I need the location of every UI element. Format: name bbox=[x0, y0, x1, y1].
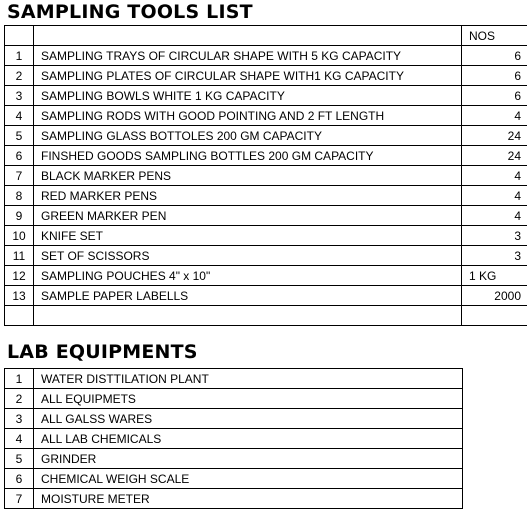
item-name: FINSHED GOODS SAMPLING BOTTLES 200 GM CAPACITY bbox=[34, 146, 462, 166]
table-row bbox=[5, 469, 463, 489]
item-quantity: 4 bbox=[462, 166, 527, 186]
item-name: SAMPLING POUCHES 4" x 10" bbox=[34, 266, 462, 286]
item-name: SAMPLING PLATES OF CIRCULAR SHAPE WITH1 KG CAPACITY bbox=[34, 66, 462, 86]
lab-equipments-table bbox=[4, 368, 463, 509]
row-number: 3 bbox=[5, 86, 34, 106]
table-header-row bbox=[5, 26, 527, 46]
item-quantity: 6 bbox=[462, 66, 527, 86]
row-number: 4 bbox=[5, 106, 34, 126]
empty-cell bbox=[462, 306, 527, 326]
table-row bbox=[5, 226, 527, 246]
table-row bbox=[5, 266, 527, 286]
table-row bbox=[5, 186, 527, 206]
row-number: 5 bbox=[5, 126, 34, 146]
empty-cell bbox=[34, 306, 462, 326]
table-row bbox=[5, 46, 527, 66]
table-row bbox=[5, 489, 463, 509]
item-quantity: 24 bbox=[462, 146, 527, 166]
item-name: SET OF SCISSORS bbox=[34, 246, 462, 266]
row-number: 1 bbox=[5, 369, 34, 389]
row-number: 2 bbox=[5, 66, 34, 86]
table-row bbox=[5, 429, 463, 449]
item-name: ALL LAB CHEMICALS bbox=[34, 429, 463, 449]
item-quantity: 24 bbox=[462, 126, 527, 146]
item-name: CHEMICAL WEIGH SCALE bbox=[34, 469, 463, 489]
row-number: 9 bbox=[5, 206, 34, 226]
empty-row bbox=[5, 306, 527, 326]
table-row bbox=[5, 166, 527, 186]
table-row bbox=[5, 246, 527, 266]
item-quantity: 1 KG bbox=[462, 266, 527, 286]
item-name: SAMPLING BOWLS WHITE 1 KG CAPACITY bbox=[34, 86, 462, 106]
header-cell-empty bbox=[34, 26, 462, 46]
item-name: SAMPLING GLASS BOTTOLES 200 GM CAPACITY bbox=[34, 126, 462, 146]
table-row bbox=[5, 206, 527, 226]
item-name: KNIFE SET bbox=[34, 226, 462, 246]
row-number: 6 bbox=[5, 146, 34, 166]
table-row bbox=[5, 389, 463, 409]
row-number: 6 bbox=[5, 469, 34, 489]
item-name: MOISTURE METER bbox=[34, 489, 463, 509]
row-number: 7 bbox=[5, 489, 34, 509]
item-quantity: 2000 bbox=[462, 286, 527, 306]
row-number: 3 bbox=[5, 409, 34, 429]
item-name: BLACK MARKER PENS bbox=[34, 166, 462, 186]
sampling-tools-title: SAMPLING TOOLS LIST bbox=[7, 1, 253, 23]
item-quantity: 6 bbox=[462, 86, 527, 106]
table-row bbox=[5, 146, 527, 166]
item-quantity: 3 bbox=[462, 226, 527, 246]
row-number: 8 bbox=[5, 186, 34, 206]
row-number: 2 bbox=[5, 389, 34, 409]
row-number: 12 bbox=[5, 266, 34, 286]
item-name: SAMPLING RODS WITH GOOD POINTING AND 2 FT LENGTH bbox=[34, 106, 462, 126]
item-quantity: 4 bbox=[462, 106, 527, 126]
item-name: ALL EQUIPMETS bbox=[34, 389, 463, 409]
lab-equipments-title: LAB EQUIPMENTS bbox=[7, 341, 198, 363]
header-cell-empty bbox=[5, 26, 34, 46]
item-name: WATER DISTTILATION PLANT bbox=[34, 369, 463, 389]
item-name: GREEN MARKER PEN bbox=[34, 206, 462, 226]
item-quantity: 3 bbox=[462, 246, 527, 266]
item-quantity: 4 bbox=[462, 206, 527, 226]
table-row bbox=[5, 86, 527, 106]
table-row bbox=[5, 369, 463, 389]
row-number: 4 bbox=[5, 429, 34, 449]
row-number: 11 bbox=[5, 246, 34, 266]
sampling-tools-table bbox=[4, 25, 527, 326]
item-quantity: 6 bbox=[462, 46, 527, 66]
item-name: ALL GALSS WARES bbox=[34, 409, 463, 429]
row-number: 1 bbox=[5, 46, 34, 66]
row-number: 7 bbox=[5, 166, 34, 186]
row-number: 5 bbox=[5, 449, 34, 469]
item-name: GRINDER bbox=[34, 449, 463, 469]
table-row bbox=[5, 66, 527, 86]
row-number: 13 bbox=[5, 286, 34, 306]
table-row bbox=[5, 106, 527, 126]
item-name: RED MARKER PENS bbox=[34, 186, 462, 206]
nos-header: NOS bbox=[462, 26, 527, 46]
item-name: SAMPLING TRAYS OF CIRCULAR SHAPE WITH 5 KG CAPACITY bbox=[34, 46, 462, 66]
item-name: SAMPLE PAPER LABELLS bbox=[34, 286, 462, 306]
row-number: 10 bbox=[5, 226, 34, 246]
table-row bbox=[5, 286, 527, 306]
empty-cell bbox=[5, 306, 34, 326]
table-row bbox=[5, 126, 527, 146]
table-row bbox=[5, 449, 463, 469]
item-quantity: 4 bbox=[462, 186, 527, 206]
table-row bbox=[5, 409, 463, 429]
